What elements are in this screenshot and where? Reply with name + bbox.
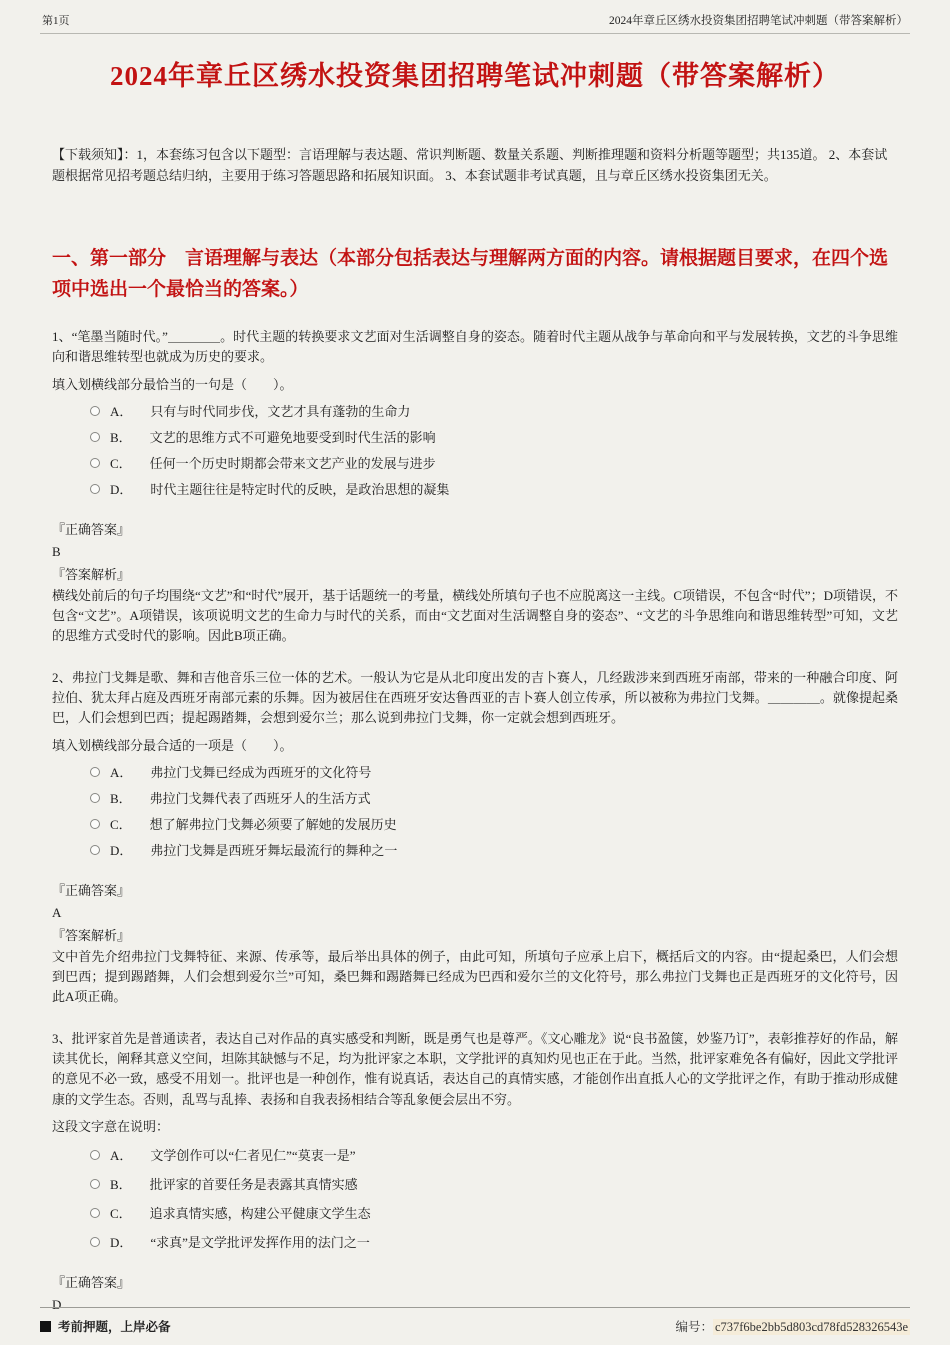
question-prompt: 这段文字意在说明：	[52, 1118, 170, 1134]
option-text: 任何一个历史时期都会带来文艺产业的发展与进步	[149, 455, 436, 471]
radio-icon[interactable]	[90, 767, 100, 777]
option-letter: B．	[110, 1176, 132, 1192]
analysis-text: 文中首先介绍弗拉门戈舞特征、来源、传承等，最后举出具体的例子，由此可知，所填句子应承上启下，概括后文的内容。由“提起桑巴，人们会想到巴西；提到踢踏舞，人们会想到爱尔兰”可知，桑巴舞和踢踏舞已经成为巴西和爱尔兰的文化符号，那么弗拉门戈舞也正是西班牙的文化符号，因此A项正确。	[52, 948, 898, 1004]
analysis-text: 横线处前后的句子均围绕“文艺”和“时代”展开，基于话题统一的考量，横线处所填句子也不应脱离这一主线。C项错误，不包含“时代”；D项错误，不包含“文艺”。A项错误，该项说明文艺的生命力与时代的关系，而由“文艺面对生活调整自身的姿态”、“文艺的斗争思维向和谐思维转型”可知，文艺的思维方式受时代的影响。因此B项正确。	[52, 587, 898, 643]
radio-icon[interactable]	[90, 432, 100, 442]
option-letter: B．	[110, 429, 132, 445]
section-heading: 一、第一部分 言语理解与表达（本部分包括表达与理解两方面的内容。请根据题目要求，在四个选项中选出一个最恰当的答案。）	[52, 247, 889, 300]
option-text: 想了解弗拉门戈舞必须要了解她的发展历史	[149, 816, 397, 832]
page-footer	[40, 1307, 910, 1335]
option-letter: A．	[110, 764, 133, 780]
radio-icon[interactable]	[90, 1179, 100, 1189]
page-number: 第1页	[42, 15, 70, 27]
option-row[interactable]	[90, 841, 898, 861]
question-2	[52, 668, 898, 1007]
footer-slogan	[40, 1317, 171, 1335]
radio-icon[interactable]	[90, 406, 100, 416]
option-text: 追求真情实感，构建公平健康文学生态	[149, 1206, 371, 1222]
question-stem: 2、弗拉门戈舞是歌、舞和吉他音乐三位一体的艺术。一般认为它是从北印度出发的吉卜赛人，几经跋涉来到西班牙南部，带来的一种融合印度、阿拉伯、犹太拜占庭及西班牙南部元素的乐舞。因为被居住在西班牙安达鲁西亚的吉卜赛人创立传承，所以被称为弗拉门戈舞。＿＿＿＿。就像提起桑巴，人们会想到巴西；提起踢踏舞，会想到爱尔兰；那么说到弗拉门戈舞，你一定就会想到西班牙。	[52, 670, 898, 726]
option-text: 时代主题往往是特定时代的反映，是政治思想的凝集	[150, 482, 450, 498]
option-row[interactable]	[90, 1146, 898, 1166]
radio-icon[interactable]	[90, 793, 100, 803]
option-letter: D．	[110, 843, 133, 859]
download-notice: 【下载须知】：1，本套练习包含以下题型：言语理解与表达题、常识判断题、数量关系题、判断推理题和资料分析题等题型；共135道。 2、本套试题根据常见招考题总结归纳，主要用于练习答题思路和拓展知识面。 3、本套试题非考试真题，且与章丘区绣水投资集团无关。	[52, 147, 888, 183]
option-letter: C．	[110, 1206, 132, 1222]
correct-answer-label: 『正确答案』	[52, 522, 131, 538]
radio-icon[interactable]	[90, 1150, 100, 1160]
options-list	[90, 402, 898, 501]
option-letter: D．	[110, 1235, 133, 1251]
option-row[interactable]	[90, 454, 898, 474]
option-text: 只有与时代同步伐，文艺才具有蓬勃的生命力	[150, 403, 411, 419]
option-row[interactable]	[90, 480, 898, 500]
options-list	[90, 763, 898, 862]
option-text: 文艺的思维方式不可避免地要受到时代生活的影响	[149, 429, 436, 445]
options-list	[90, 1146, 898, 1254]
option-letter: A．	[110, 1147, 133, 1163]
option-row[interactable]	[90, 428, 898, 448]
question-3	[52, 1029, 898, 1316]
option-text: 文学创作可以“仁者见仁”“莫衷一是”	[150, 1147, 356, 1163]
option-row[interactable]	[90, 789, 898, 809]
page-header	[40, 0, 910, 34]
correct-answer-value: D	[52, 1297, 62, 1313]
option-row[interactable]	[90, 1204, 898, 1224]
correct-answer-label: 『正确答案』	[52, 883, 131, 899]
analysis-label: 『答案解析』	[52, 566, 131, 582]
document-title: 2024年章丘区绣水投资集团招聘笔试冲刺题（带答案解析）	[110, 61, 840, 91]
radio-icon[interactable]	[90, 1208, 100, 1218]
option-text: 弗拉门戈舞代表了西班牙人的生活方式	[149, 790, 371, 806]
radio-icon[interactable]	[90, 484, 100, 494]
question-prompt: 填入划横线部分最恰当的一句是（ ）。	[52, 376, 293, 392]
option-text: 弗拉门戈舞是西班牙舞坛最流行的舞种之一	[150, 843, 398, 859]
radio-icon[interactable]	[90, 845, 100, 855]
header-doc-title: 2024年章丘区绣水投资集团招聘笔试冲刺题（带答案解析）	[609, 15, 908, 27]
serial-value: c737f6be2bb5d803cd78fd528326543e	[714, 1320, 908, 1334]
option-letter: C．	[110, 455, 132, 471]
correct-answer-value: A	[52, 905, 62, 921]
serial-label: 编号：	[675, 1320, 713, 1334]
option-row[interactable]	[90, 1233, 898, 1253]
question-stem: 1、“笔墨当随时代。”＿＿＿＿。时代主题的转换要求文艺面对生活调整自身的姿态。随着时代主题从战争与革命向和平与发展转换，文艺的斗争思维向和谐思维转型也就成为历史的要求。	[52, 329, 898, 365]
option-text: “求真”是文学批评发挥作用的法门之一	[150, 1235, 370, 1251]
option-letter: A．	[110, 403, 133, 419]
radio-icon[interactable]	[90, 458, 100, 468]
option-row[interactable]	[90, 815, 898, 835]
option-row[interactable]	[90, 402, 898, 422]
option-text: 批评家的首要任务是表露其真情实感	[149, 1176, 358, 1192]
option-row[interactable]	[90, 1175, 898, 1195]
analysis-label: 『答案解析』	[52, 927, 131, 943]
correct-answer-label: 『正确答案』	[52, 1275, 131, 1291]
option-text: 弗拉门戈舞已经成为西班牙的文化符号	[150, 764, 372, 780]
option-letter: C．	[110, 816, 132, 832]
question-prompt: 填入划横线部分最合适的一项是（ ）。	[52, 737, 293, 753]
option-letter: D．	[110, 482, 133, 498]
footer-serial	[675, 1317, 910, 1335]
question-1	[52, 327, 898, 646]
option-row[interactable]	[90, 763, 898, 783]
correct-answer-value: B	[52, 544, 61, 560]
radio-icon[interactable]	[90, 819, 100, 829]
option-letter: B．	[110, 790, 132, 806]
radio-icon[interactable]	[90, 1237, 100, 1247]
question-stem: 3、批评家首先是普通读者，表达自己对作品的真实感受和判断，既是勇气也是尊严。《文心雕龙》说“良书盈箧，妙鉴乃订”，表彰推荐好的作品，解读其优长，阐释其意义空间，坦陈其缺憾与不足，均为批评家之本职，文学批评的真知灼见也正在于此。当然，批评家难免各有偏好，因此文学批评的意见不必一致，感受不用划一。批评也是一种创作，惟有说真话，表达自己的真情实感，才能创作出直抵人心的文学批评之作，有助于推动形成健康的文学生态。否则，乱骂与乱捧、表扬和自我表扬相结合等乱象便会层出不穷。	[52, 1031, 898, 1107]
footer-slogan-text: 考前押题，上岸必备	[58, 1320, 171, 1334]
marker-icon	[40, 1321, 51, 1332]
